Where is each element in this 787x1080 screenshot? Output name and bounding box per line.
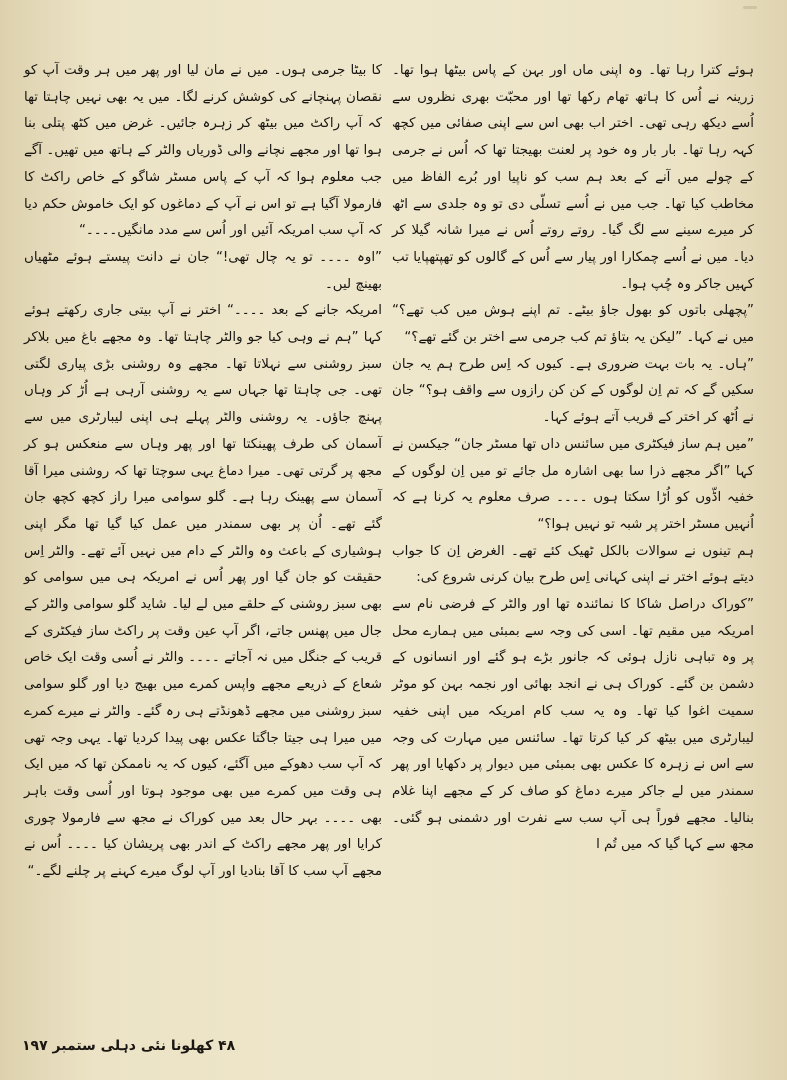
paragraph: ہوئے کترا رہا تھا۔ وہ اپنی ماں اور بہن کے پاس بیٹھا ہوا تھا۔ زرینہ نے اُس کا ہاتھ تھام رکھا تھا اور محبّت بھری نظروں سے اُسے دیکھ رہی تھی۔ اختر اب بھی اس سے اپنی صفائی میں کچھ کہہ رہا تھا۔ بار بار وہ خود پر لعنت بھیجتا تھا کہ اُس نے جرمی کے چولے میں آنے کے بعد ہم سب کو ناپیا اور بُرے الفاظ میں مخاطب کیا تھا۔ جب میں نے اُسے تسلّی دی تو وہ جلدی سے اٹھ کر میرے سینے سے لگ گیا۔ روتے روتے اُس نے میرا شانہ گیلا کر دیا۔ میں نے اُسے چمکارا اور پیار سے اُس کے گالوں کو تھپتھپایا تب کہیں جاکر وہ چُپ ہوا۔ [392,63,754,292]
text-column-left [24,58,382,1033]
paragraph: ”پچھلی باتوں کو بھول جاؤ بیٹے۔ تم اپنے ہوش میں کب تھے؟“ میں نے کہا۔ ”لیکن یہ بتاؤ تم کب جرمی سے اختر بن گئے تھے؟“ [392,303,754,346]
paragraph: امریکہ جانے کے بعد ۔۔۔۔“ اختر نے آپ بیتی جاری رکھتے ہوئے کہا ”ہم نے وہی کیا جو والٹر چاہتا تھا۔ وہ مجھے باغ میں بلاکر سبز روشنی سے نہلاتا تھا۔ مجھے وہ روشنی بڑی پیاری لگتی تھی۔ جی چاہتا تھا جہاں سے یہ روشنی آرہی ہے اُڑ کر وہاں پہنچ جاؤں۔ یہ روشنی والٹر پہلے ہی اپنی لیبارٹری میں سے آسمان کی طرف پھینکتا تھا اور پھر وہاں سے منعکس ہو کر مجھ پر گرتی تھی۔ میرا دماغ یہی سوچتا تھا کہ روشنی میرا آقا آسمان سے پھینک رہا ہے۔ گلو سوامی میرا راز کچھ کچھ جان گئے تھے۔ اُن پر بھی سمندر میں عمل کیا گیا تھا مگر اپنی ہوشیاری کے باعث وہ والٹر کے دام میں نہیں آئے تھے۔ والٹر اِس حقیقت کو جان گیا اور پھر اُس نے امریکہ ہی میں سوامی کو بھی سبز روشنی کے حلقے میں لے لیا۔ شاید گلو سوامی والٹر کے جال میں پھنس جاتے، اگر آپ عین وقت پر راکٹ ساز فیکٹری کے قریب کے جنگل میں نہ آجاتے ۔۔۔۔ والٹر نے اُسی وقت ایک خاص شعاع کے ذریعے مجھے واپس کمرے میں بھیج دیا اور گلو سوامی سبز روشنی میں مجھے ڈھونڈتے ہی رہ گئے۔ والٹر نے میرے کمرے میں میرا ہی جیتا جاگتا عکس بھی پیدا کردیا تھا۔ یہی وجہ تھی کہ آپ سب دھوکے میں آگئے، کیوں کہ یہ ناممکن تھا کہ میں ایک ہی وقت میں کمرے میں بھی موجود ہوتا اور اُسی وقت باہر بھی ۔۔۔۔ بہر حال بعد میں کوراک نے مجھ سے فارمولا چوری کرایا اور پھر مجھے راکٹ کے اندر بھی پریشان کیا ۔۔۔۔ اُس نے مجھے آپ سب کا آقا بنادیا اور آپ لوگ میرے کہنے پر چلنے لگے۔“ [24,303,382,880]
paragraph: ہم تینوں نے سوالات بالکل ٹھیک کئے تھے۔ الغرض اِن کا جواب دیتے ہوئے اختر نے اپنی کہانی اِس طرح بیان کرنی شروع کی: [392,543,754,586]
page-footer [0,1034,787,1064]
page-folio: ۴۸ کھلونا نئی دہلی ستمبر ۱۹۷ [22,1038,236,1054]
paragraph: ”کوراک دراصل شاکا کا نمائندہ تھا اور والٹر کے فرضی نام سے امریکہ میں مقیم تھا۔ اسی کی وجہ سے بمبئی میں ہمارے محل پر وہ تباہی نازل ہوئی کہ جانور بڑے ہو گئے اور انسانوں کے دشمن بن گئے۔ کوراک ہی نے انجد بھائی اور نجمہ بہن کو موٹر سمیت اغوا کیا تھا۔ وہ یہ سب کام امریکہ میں اپنی خفیہ لیبارٹری میں بیٹھ کر کیا کرتا تھا۔ سائنس میں مہارت کی وجہ سے اس نے زہرہ کا عکس بھی بمبئی میں دیوار پر دکھایا اور پھر سمندر میں لے جاکر میرے دماغ کو صاف کر کے مجھے اپنا غلام بنالیا۔ مجھے فوراً ہی آپ سب سے نفرت اور دشمنی ہو گئی۔ مجھ سے کہا گیا کہ میں تُم ا [392,597,754,853]
paragraph: ”اوہ ۔۔۔۔ تو یہ چال تھی!“ جان نے دانت پیستے ہوئے مٹھیاں بھینچ لیں۔ [24,249,382,292]
paper-mark [743,6,757,9]
paragraph: کا بیٹا جرمی ہوں۔ میں نے مان لیا اور پھر میں ہر وقت آپ کو نقصان پہنچانے کی کوشش کرنے لگا۔ میں یہ بھی نہیں چاہتا تھا کہ آپ راکٹ میں بیٹھ کر زہرہ جائیں۔ غرض میں کٹھ پتلی بنا ہوا تھا اور مجھے نچانے والی ڈوریاں والٹر کے ہاتھ میں تھیں۔ آگے جب معلوم ہوا کہ آپ کے پاس مسٹر شاگو کے خاص راکٹ کا فارمولا آگیا ہے تو اس نے آپ کے دماغوں کو ایک خاموش حکم دیا کہ آپ سب امریکہ آئیں اور اُس سے مدد مانگیں۔۔۔۔“ [24,63,382,239]
paragraph: ”میں ہم ساز فیکٹری میں سائنس داں تھا مسٹر جان“ جیکسن نے کہا ”اگر مجھے ذرا سا بھی اشارہ مل جائے تو میں اِن لوگوں کے خفیہ اڈّوں کو اُڑا سکتا ہوں ۔۔۔۔ صرف معلوم یہ کرنا ہے کہ اُنہیں مسٹر اختر پر شبہ تو نہیں ہوا؟“ [392,436,754,532]
text-column-right [392,58,754,1033]
paragraph: ”ہاں۔ یہ بات بہت ضروری ہے۔ کیوں کہ اِس طرح ہم یہ جان سکیں گے کہ تم اِن لوگوں کے کن کن رازوں سے واقف ہو؟“ جان نے اُٹھ کر اختر کے قریب آتے ہوئے کہا۔ [392,356,754,426]
